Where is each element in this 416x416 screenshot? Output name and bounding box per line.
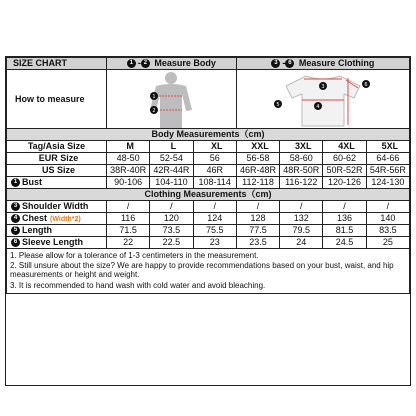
value-cell: 54R-56R [366,165,409,177]
body-marker-1: 1 [152,94,157,100]
marker-6-icon: 6 [11,238,20,247]
value-cell: 23.5 [236,237,279,249]
shirt-marker-5: 5 [276,102,280,108]
value-cell: 56-58 [236,153,279,165]
clothing-row [7,201,410,213]
size-header-cell: XL [193,141,236,153]
value-cell: 132 [280,213,323,225]
value-cell: 22.5 [150,237,193,249]
value-cell: 73.5 [150,225,193,237]
value-cell: 124 [193,213,236,225]
body-silhouette-icon [126,70,216,128]
value-cell: / [107,201,150,213]
marker-5-icon: 5 [11,226,20,235]
body-figure-cell [107,70,237,129]
value-cell: 56 [193,153,236,165]
value-cell: 52-54 [150,153,193,165]
body-measurements-title: Body Measurements（cm) [7,129,410,141]
marker-1-icon: 1 [127,59,136,68]
value-cell: 120-126 [323,177,366,189]
value-cell: 104-110 [150,177,193,189]
body-marker-2: 2 [152,108,157,114]
value-cell: / [150,201,193,213]
size-header-cell: L [150,141,193,153]
value-cell: 79.5 [280,225,323,237]
size-chart [5,56,411,386]
value-cell: 60-62 [323,153,366,165]
value-cell: / [323,201,366,213]
value-cell: 124-130 [366,177,409,189]
value-cell: 136 [323,213,366,225]
value-cell: 42R-44R [150,165,193,177]
row-label [7,153,107,165]
measure-body-label: Measure Body [154,57,216,68]
value-cell: 48R-50R [280,165,323,177]
size-header-cell: M [107,141,150,153]
row-label-text: US Size [41,165,75,175]
row-label [7,225,107,237]
marker-3-icon: 3 [11,202,20,211]
row-label-text: EUR Size [38,153,79,163]
size-header-cell: 4XL [323,141,366,153]
value-cell: 90-106 [107,177,150,189]
value-cell: 71.5 [107,225,150,237]
clothing-row [7,225,410,237]
value-cell: 108-114 [193,177,236,189]
how-to-measure-label: How to measure [7,70,107,129]
measure-clothing-label: Measure Clothing [298,57,375,68]
size-header-label: Tag/Asia Size [7,141,107,153]
row-label-text: Chest [22,212,48,223]
size-header-cell: 5XL [366,141,409,153]
value-cell: 38R-40R [107,165,150,177]
size-header-cell: XXL [236,141,279,153]
body-row [7,153,410,165]
value-cell: 116 [107,213,150,225]
value-cell: 46R [193,165,236,177]
clothing-measurements-title: Clothing Measurements（cm) [7,189,410,201]
value-cell: 22 [107,237,150,249]
size-chart-table [6,57,410,294]
note-1: 1. Please allow for a tolerance of 1-3 centimeters in the measurement. [10,251,259,260]
shirt-figure-cell [236,70,409,129]
value-cell: / [280,201,323,213]
marker-3-icon: 3 [271,59,280,68]
tshirt-icon [268,70,378,128]
row-label [7,201,107,213]
measure-clothing-header: 3 - 6 Measure Clothing [236,58,409,70]
size-header-cell: 3XL [280,141,323,153]
value-cell: 128 [236,213,279,225]
body-row [7,177,410,189]
value-cell: 48-50 [107,153,150,165]
value-cell: 50R-52R [323,165,366,177]
row-label-text: Length [22,224,52,235]
marker-2-icon: 2 [141,59,150,68]
value-cell: 64-66 [366,153,409,165]
value-cell: 75.5 [193,225,236,237]
value-cell: 24.5 [323,237,366,249]
note-3: 3. It is recommended to hand wash with cold water and avoid bleaching. [10,280,266,290]
value-cell: 23 [193,237,236,249]
value-cell: 24 [280,237,323,249]
marker-4-icon: 4 [11,214,20,223]
value-cell: / [193,201,236,213]
note-2: 2. Still unsure about the size? We are happy to provide recommendations based on your bust, waist, and hip measurements or height and weight. [10,261,394,280]
size-header-row [7,141,410,153]
row-label-text: Shoulder Width [22,200,89,211]
row-label [7,177,107,189]
clothing-row [7,213,410,225]
row-label [7,237,107,249]
row-label [7,165,107,177]
value-cell: 25 [366,237,409,249]
marker-6-icon: 6 [285,59,294,68]
value-cell: 83.5 [366,225,409,237]
shirt-marker-3: 3 [321,84,325,90]
row-label [7,213,107,225]
row-label-text: Bust [22,176,42,187]
size-chart-title: SIZE CHART [7,58,107,70]
value-cell: 58-60 [280,153,323,165]
measure-body-header: 1 - 2 Measure Body [107,58,237,70]
value-cell: 116-122 [280,177,323,189]
value-cell: / [366,201,409,213]
marker-1-icon: 1 [11,178,20,187]
shirt-marker-4: 4 [316,104,320,110]
value-cell: 140 [366,213,409,225]
row-label-text: Sleeve Length [22,236,84,247]
body-row [7,165,410,177]
shirt-marker-6: 6 [364,82,368,88]
notes-section [7,249,410,294]
value-cell: 46R-48R [236,165,279,177]
value-cell: 77.5 [236,225,279,237]
row-note: (Width*2) [50,215,81,223]
clothing-row [7,237,410,249]
value-cell: / [236,201,279,213]
value-cell: 120 [150,213,193,225]
value-cell: 112-118 [236,177,279,189]
value-cell: 81.5 [323,225,366,237]
